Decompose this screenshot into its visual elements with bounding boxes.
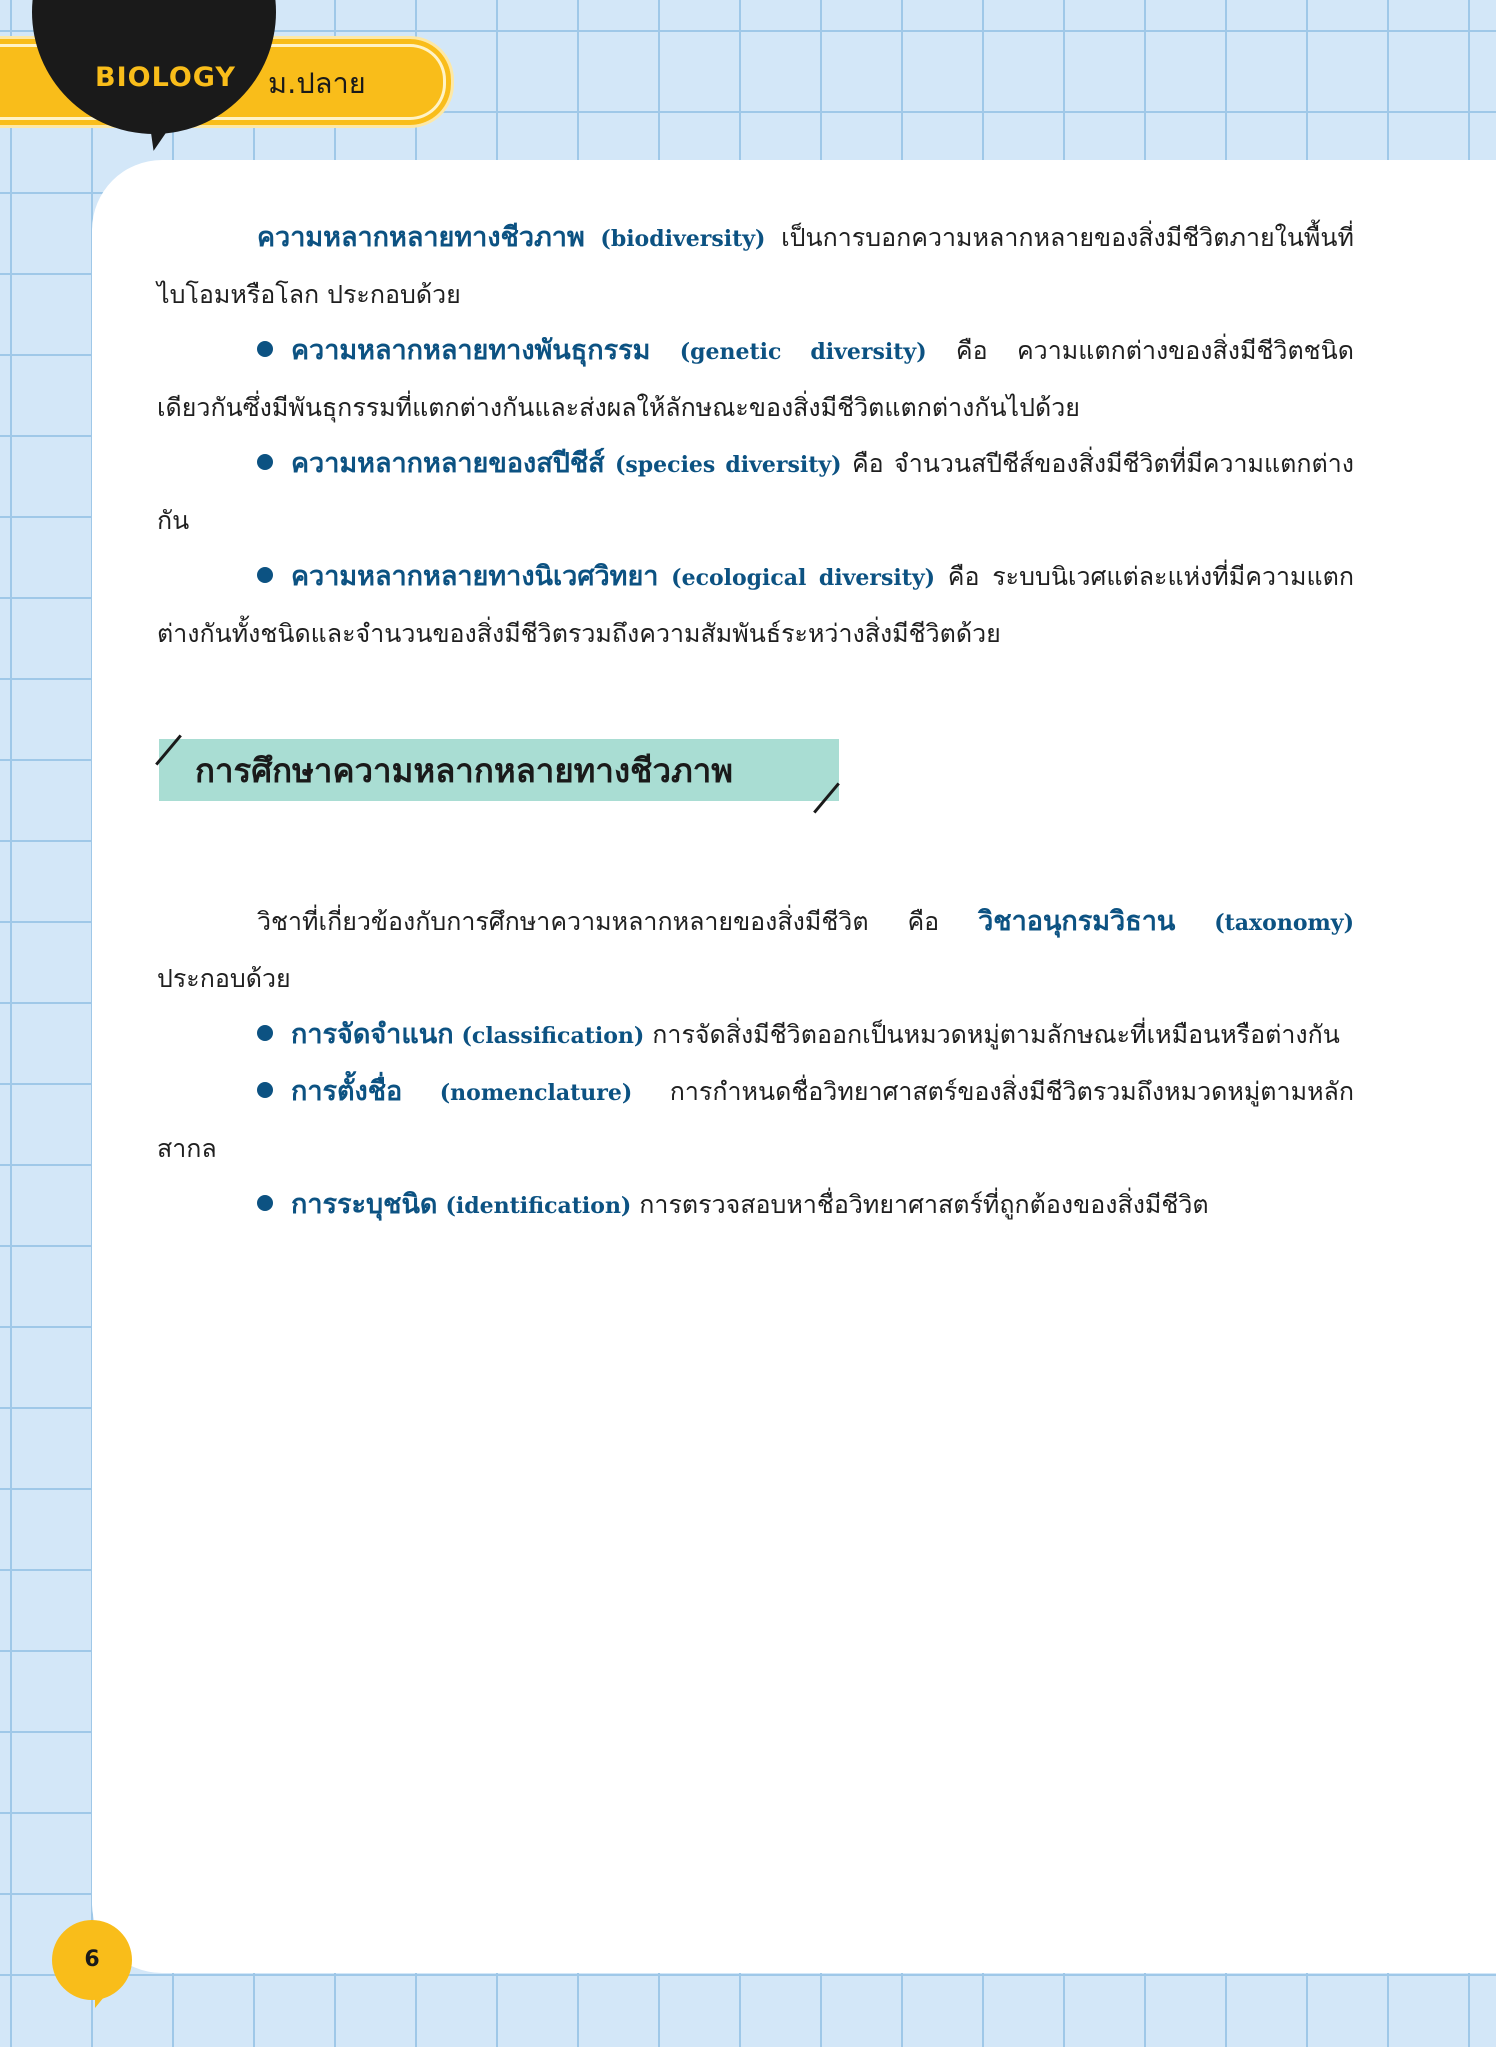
page-number: 6 <box>84 1947 100 1972</box>
item-text: การจัดสิ่งมีชีวิตออกเป็นหมวดหมู่ตามลักษณะที่เหมือนหรือต่างกัน <box>652 1020 1340 1049</box>
item-text: คือ จำนวนสปีชีส์ของสิ่งมีชีวิตที่มีความแตกต่างกัน <box>157 449 1355 535</box>
item-text: การตรวจสอบหาชื่อวิทยาศาสตร์ที่ถูกต้องของสิ่งมีชีวิต <box>639 1190 1209 1219</box>
intro-paragraph <box>157 210 1354 323</box>
item-term-english: (species diversity) <box>615 452 842 478</box>
list-item <box>157 1007 1354 1064</box>
bullet-icon <box>257 1025 273 1041</box>
list-item <box>157 1064 1354 1177</box>
taxonomy-intro-text-after: ประกอบด้วย <box>157 964 291 993</box>
taxonomy-term-english: (taxonomy) <box>1214 910 1354 936</box>
subject-label: BIOLOGY <box>95 62 236 93</box>
item-text: คือ ความแตกต่างของสิ่งมีชีวิตชนิดเดียวกันซึ่งมีพันธุกรรมที่แตกต่างกันและส่งผลให้ลักษณะของสิ่งมีชีวิตแตกต่างกันไปด้วย <box>157 336 1354 422</box>
main-content <box>157 210 1354 1234</box>
item-term-english: (ecological diversity) <box>671 565 936 591</box>
item-term-english: (nomenclature) <box>439 1080 633 1106</box>
item-term: การระบุชนิด <box>291 1189 438 1220</box>
level-label: ม.ปลาย <box>268 66 366 100</box>
item-term: การจัดจำแนก <box>291 1019 454 1050</box>
taxonomy-term: วิชาอนุกรมวิธาน <box>978 906 1176 937</box>
item-term: ความหลากหลายทางนิเวศวิทยา <box>291 561 659 592</box>
bullet-icon <box>257 1082 273 1098</box>
list-item <box>157 436 1354 549</box>
intro-term-english: (biodiversity) <box>600 226 766 252</box>
list-item <box>157 1177 1354 1234</box>
item-term-english: (genetic diversity) <box>679 339 927 365</box>
item-text: การกำหนดชื่อวิทยาศาสตร์ของสิ่งมีชีวิตรวมถึงหมวดหมู่ตามหลักสากล <box>157 1077 1354 1163</box>
item-term: ความหลากหลายทางพันธุกรรม <box>291 335 651 366</box>
item-text: คือ ระบบนิเวศแต่ละแห่งที่มีความแตกต่างกันทั้งชนิดและจำนวนของสิ่งมีชีวิตรวมถึงความสัมพันธ์ระหว่างสิ่งมีชีวิตด้วย <box>157 562 1354 648</box>
item-term-english: (identification) <box>445 1193 632 1219</box>
intro-text: เป็นการบอกความหลากหลายของสิ่งมีชีวิตภายในพื้นที่ไบโอมหรือโลก ประกอบด้วย <box>157 223 1354 309</box>
item-term-english: (classification) <box>461 1023 645 1049</box>
section-title: การศึกษาความหลากหลายทางชีวภาพ <box>195 751 734 790</box>
bullet-icon <box>257 341 273 357</box>
taxonomy-intro-paragraph <box>157 894 1354 1007</box>
list-item <box>157 549 1354 662</box>
list-item <box>157 323 1354 436</box>
speech-bubble-tail <box>147 97 197 151</box>
section-heading <box>157 739 1354 813</box>
item-term: การตั้งชื่อ <box>291 1076 403 1107</box>
taxonomy-intro-text: วิชาที่เกี่ยวข้องกับการศึกษาความหลากหลายของสิ่งมีชีวิต คือ <box>257 907 940 936</box>
bullet-icon <box>257 1195 273 1211</box>
intro-term: ความหลากหลายทางชีวภาพ <box>257 222 585 253</box>
bullet-icon <box>257 567 273 583</box>
item-term: ความหลากหลายของสปีชีส์ <box>291 448 605 479</box>
bullet-icon <box>257 454 273 470</box>
